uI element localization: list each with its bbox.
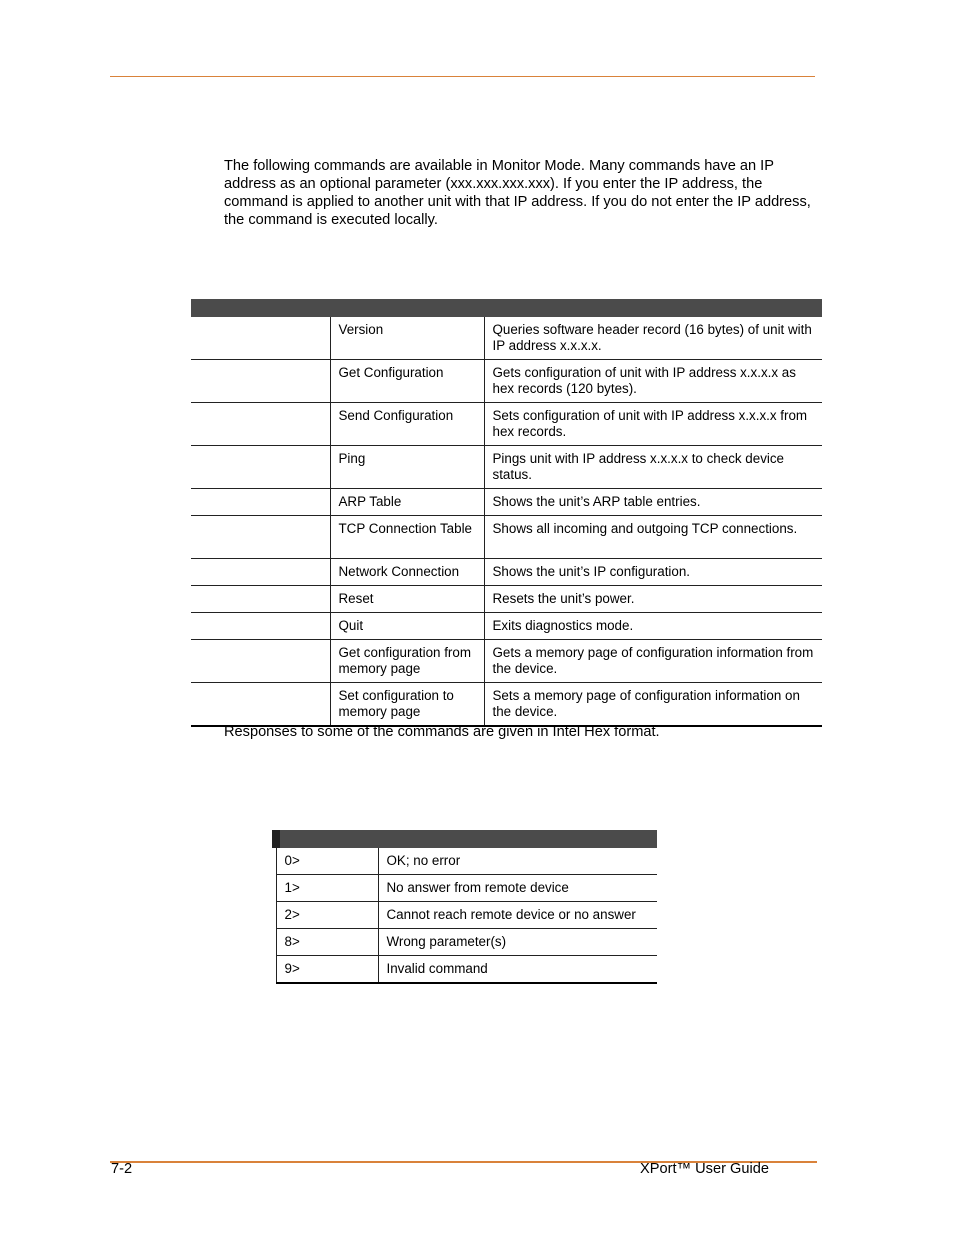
command-cell	[191, 403, 330, 446]
table-row	[191, 586, 822, 613]
header-cell	[484, 299, 822, 317]
command-name-cell: Network Connection	[330, 559, 484, 586]
table-row	[191, 446, 822, 489]
command-name-cell: ARP Table	[330, 489, 484, 516]
command-name-cell: TCP Connection Table	[330, 516, 484, 559]
table-row	[276, 848, 657, 875]
command-description-cell: Queries software header record (16 bytes) of unit with IP address x.x.x.x.	[484, 317, 822, 360]
error-code-cell: 9>	[276, 956, 378, 984]
command-description-cell: Shows all incoming and outgoing TCP connections.	[484, 516, 822, 559]
table-row	[276, 902, 657, 929]
command-description-cell: Resets the unit’s power.	[484, 586, 822, 613]
table-row	[191, 360, 822, 403]
table-row	[191, 516, 822, 559]
command-description-cell: Gets a memory page of configuration information from the device.	[484, 640, 822, 683]
command-name-cell: Get Configuration	[330, 360, 484, 403]
error-code-cell: 0>	[276, 848, 378, 875]
error-code-cell: 2>	[276, 902, 378, 929]
command-name-cell: Version	[330, 317, 484, 360]
header-rule	[110, 76, 815, 77]
error-meaning-cell: Cannot reach remote device or no answer	[378, 902, 657, 929]
command-cell	[191, 683, 330, 727]
intro-paragraph: The following commands are available in Monitor Mode. Many commands have an IP address as an optional parameter (xxx.xxx.xxx.xxx). If you enter the IP address, the command is applied to another unit with that IP address. If you do not enter the IP address, the command is executed locally.	[224, 158, 811, 228]
table-row	[191, 613, 822, 640]
error-codes-table	[272, 830, 657, 984]
command-cell	[191, 613, 330, 640]
table-row	[276, 929, 657, 956]
command-cell	[191, 640, 330, 683]
table-row	[276, 875, 657, 902]
header-cell	[378, 830, 657, 848]
command-cell	[191, 516, 330, 559]
page-number: 7-2	[111, 1161, 133, 1177]
error-code-cell: 8>	[276, 929, 378, 956]
header-cell	[276, 830, 378, 848]
table-row	[191, 683, 822, 727]
command-cell	[191, 489, 330, 516]
header-cell	[191, 299, 330, 317]
command-description-cell: Sets configuration of unit with IP address x.x.x.x from hex records.	[484, 403, 822, 446]
hex-format-note: Responses to some of the commands are given in Intel Hex format.	[224, 724, 660, 740]
table-row	[191, 317, 822, 360]
command-cell	[191, 446, 330, 489]
command-name-cell: Send Configuration	[330, 403, 484, 446]
error-meaning-cell: Wrong parameter(s)	[378, 929, 657, 956]
table-header-row	[191, 299, 822, 317]
command-cell	[191, 586, 330, 613]
command-description-cell: Gets configuration of unit with IP address x.x.x.x as hex records (120 bytes).	[484, 360, 822, 403]
table-header-row	[276, 830, 657, 848]
error-meaning-cell: No answer from remote device	[378, 875, 657, 902]
document-title: XPort™ User Guide	[640, 1161, 769, 1177]
command-description-cell: Sets a memory page of configuration information on the device.	[484, 683, 822, 727]
table-row	[191, 559, 822, 586]
command-description-cell: Shows the unit’s IP configuration.	[484, 559, 822, 586]
command-name-cell: Get configuration from memory page	[330, 640, 484, 683]
table-row	[191, 403, 822, 446]
error-code-cell: 1>	[276, 875, 378, 902]
command-cell	[191, 317, 330, 360]
command-name-cell: Quit	[330, 613, 484, 640]
header-cell	[330, 299, 484, 317]
table-row	[276, 956, 657, 984]
command-description-cell: Exits diagnostics mode.	[484, 613, 822, 640]
monitor-commands-table	[191, 299, 822, 727]
error-meaning-cell: Invalid command	[378, 956, 657, 984]
command-description-cell: Shows the unit’s ARP table entries.	[484, 489, 822, 516]
command-description-cell: Pings unit with IP address x.x.x.x to check device status.	[484, 446, 822, 489]
command-cell	[191, 360, 330, 403]
table-row	[191, 640, 822, 683]
command-cell	[191, 559, 330, 586]
command-name-cell: Set configuration to memory page	[330, 683, 484, 727]
table-row	[191, 489, 822, 516]
error-meaning-cell: OK; no error	[378, 848, 657, 875]
command-name-cell: Ping	[330, 446, 484, 489]
command-name-cell: Reset	[330, 586, 484, 613]
